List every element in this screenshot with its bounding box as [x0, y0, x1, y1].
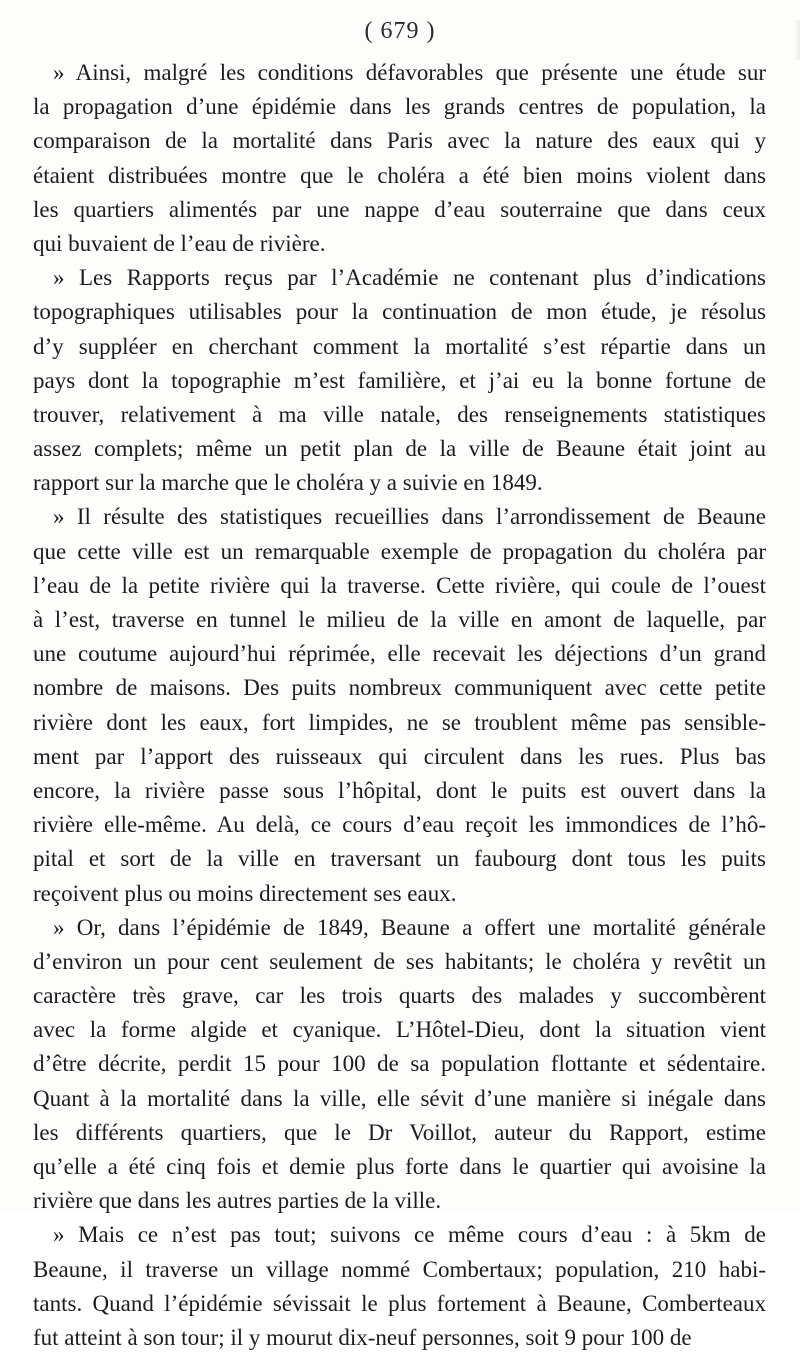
- text-line: les différents quartiers, que le Dr Voillot, auteur du Rapport, estime: [33, 1119, 766, 1145]
- text-line: rapport sur la marche que le choléra y a suivie en 1849.: [33, 470, 543, 496]
- text-line: nombre de maisons. Des puits nombreux communiquent avec cette petite: [33, 675, 766, 701]
- text-line: » Il résulte des statistiques recueillies dans l’arrondissement de Beaune: [53, 504, 766, 530]
- text-line: encore, la rivière passe sous l’hôpital, dont le puits est ouvert dans la: [33, 777, 766, 803]
- text-line: » Mais ce n’est pas tout; suivons ce même cours d’eau : à 5km de: [53, 1222, 766, 1248]
- paragraph: [33, 1218, 766, 1355]
- text-line: avec la forme algide et cyanique. L’Hôtel-Dieu, dont la situation vient: [33, 1017, 766, 1043]
- text-line: » Les Rapports reçus par l’Académie ne contenant plus d’indications: [53, 265, 766, 291]
- text-line: que cette ville est un remarquable exemple de propagation du choléra par: [33, 538, 766, 564]
- text-line: » Or, dans l’épidémie de 1849, Beaune a offert une mortalité générale: [53, 914, 766, 940]
- paragraph: [33, 500, 766, 910]
- text-line: à l’est, traverse en tunnel le milieu de la ville en amont de laquelle, par: [33, 607, 766, 632]
- text-line: qui buvaient de l’eau de rivière.: [33, 230, 326, 256]
- text-line: les quartiers alimentés par une nappe d’eau souterraine que dans ceux: [33, 196, 766, 222]
- text-line: rivière dont les eaux, fort limpides, ne se troublent même pas sensible-: [33, 709, 766, 735]
- text-line: d’être décrite, perdit 15 pour 100 de sa population flottante et sédentaire.: [33, 1051, 766, 1077]
- text-line: pays dont la topographie m’est familière, et j’ai eu la bonne fortune de: [33, 367, 766, 393]
- text-line: pital et sort de la ville en traversant un faubourg dont tous les puits: [33, 846, 766, 872]
- text-line: reçoivent plus ou moins directement ses eaux.: [33, 880, 457, 906]
- text-line: » Ainsi, malgré les conditions défavorables que présente une étude sur: [53, 60, 766, 85]
- text-line: la propagation d’une épidémie dans les grands centres de population, la: [33, 94, 766, 120]
- text-line: assez complets; même un petit plan de la ville de Beaune était joint au: [33, 436, 766, 462]
- text-line: ment par l’apport des ruisseaux qui circulent dans les rues. Plus bas: [33, 743, 766, 769]
- text-line: rivière elle-même. Au delà, ce cours d’eau reçoit les immondices de l’hô-: [33, 812, 766, 838]
- text-line: tants. Quand l’épidémie sévissait le plus fortement à Beaune, Comberteaux: [33, 1290, 766, 1316]
- text-line: fut atteint à son tour; il y mourut dix-neuf personnes, soit 9 pour 100 de: [33, 1324, 692, 1350]
- text-line: rivière que dans les autres parties de la ville.: [33, 1188, 442, 1214]
- paragraph: [33, 911, 766, 1219]
- text-line: topographiques utilisables pour la continuation de mon étude, je résolus: [33, 299, 766, 325]
- text-line: d’y suppléer en cherchant comment la mortalité s’est répartie dans un: [33, 333, 766, 359]
- body-text: [33, 56, 766, 1355]
- text-line: caractère très grave, car les trois quarts des malades y succombèrent: [33, 983, 766, 1009]
- text-line: qu’elle a été cinq fois et demie plus forte dans le quartier qui avoisine la: [33, 1154, 766, 1179]
- page-number: ( 679 ): [364, 18, 436, 44]
- text-line: d’environ un pour cent seulement de ses habitants; le choléra y revêtit un: [33, 948, 766, 974]
- text-line: trouver, relativement à ma ville natale, des renseignements statistiques: [33, 401, 766, 427]
- paragraph: [33, 261, 766, 500]
- text-line: une coutume aujourd’hui réprimée, elle recevait les déjections d’un grand: [33, 641, 766, 667]
- text-line: étaient distribuées montre que le choléra a été bien moins violent dans: [33, 162, 766, 188]
- text-line: comparaison de la mortalité dans Paris avec la nature des eaux qui y: [33, 128, 766, 154]
- text-line: Beaune, il traverse un village nommé Combertaux; population, 210 habi-: [33, 1256, 766, 1282]
- paragraph: [33, 56, 766, 261]
- text-line: Quant à la mortalité dans la ville, elle sévit d’une manière si inégale dans: [33, 1085, 766, 1111]
- text-line: l’eau de la petite rivière qui la traverse. Cette rivière, qui coule de l’ouest: [33, 572, 766, 598]
